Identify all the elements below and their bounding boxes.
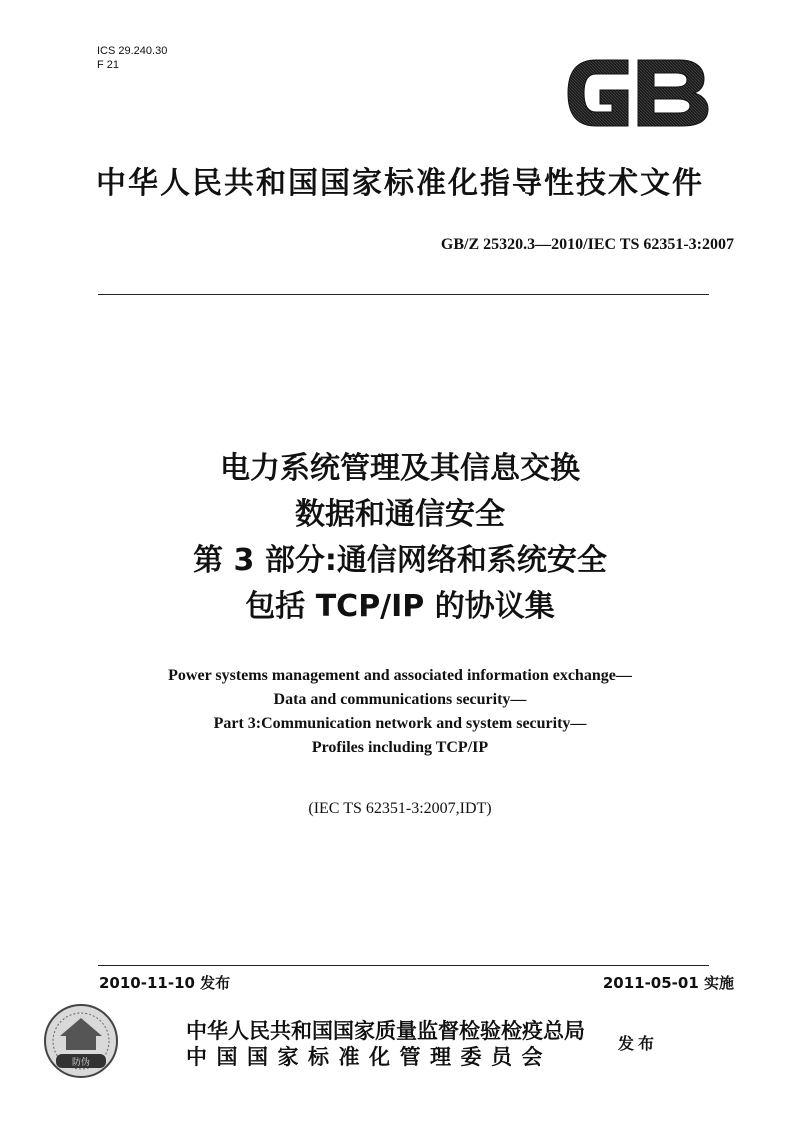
publish-label: 发布: [618, 1034, 659, 1053]
issuer-2: 中国国家标准化管理委员会: [186, 1045, 552, 1069]
ccs-code: F 21: [97, 59, 120, 71]
classification-codes: [97, 44, 167, 72]
seal-text: 防伪: [71, 1058, 91, 1068]
anti-counterfeit-seal-icon: [42, 1002, 120, 1080]
organization-title: 中华人民共和国国家标准化指导性技术文件: [96, 166, 704, 201]
english-title: [0, 664, 800, 760]
document-code: GB/Z 25320.3—2010/IEC TS 62351-3:2007: [440, 236, 734, 253]
english-title-line: Part 3:Communication network and system security—: [213, 715, 587, 732]
chinese-title-line: 包括 TCP/IP 的协议集: [245, 589, 555, 624]
issuing-authorities: [186, 1018, 585, 1070]
english-title-line: Power systems management and associated information exchange—: [168, 667, 632, 684]
top-divider: [98, 294, 709, 295]
chinese-title-line: 第 3 部分:通信网络和系统安全: [193, 543, 607, 578]
chinese-title-line: 电力系统管理及其信息交换: [220, 451, 580, 486]
equivalence-statement: (IEC TS 62351-3:2007,IDT): [308, 800, 492, 817]
issuer-1: 中华人民共和国国家质量监督检验检疫总局: [186, 1019, 585, 1043]
english-title-line: Data and communications security—: [273, 691, 527, 708]
chinese-title: [0, 446, 800, 630]
implementation-date: 2011-05-01 实施: [602, 974, 734, 992]
bottom-divider: [98, 965, 709, 966]
ics-code: ICS 29.240.30: [97, 45, 168, 57]
english-title-line: Profiles including TCP/IP: [311, 739, 489, 756]
issue-date: 2010-11-10 发布: [99, 974, 231, 992]
gb-logo: [562, 52, 712, 134]
chinese-title-line: 数据和通信安全: [295, 497, 505, 532]
